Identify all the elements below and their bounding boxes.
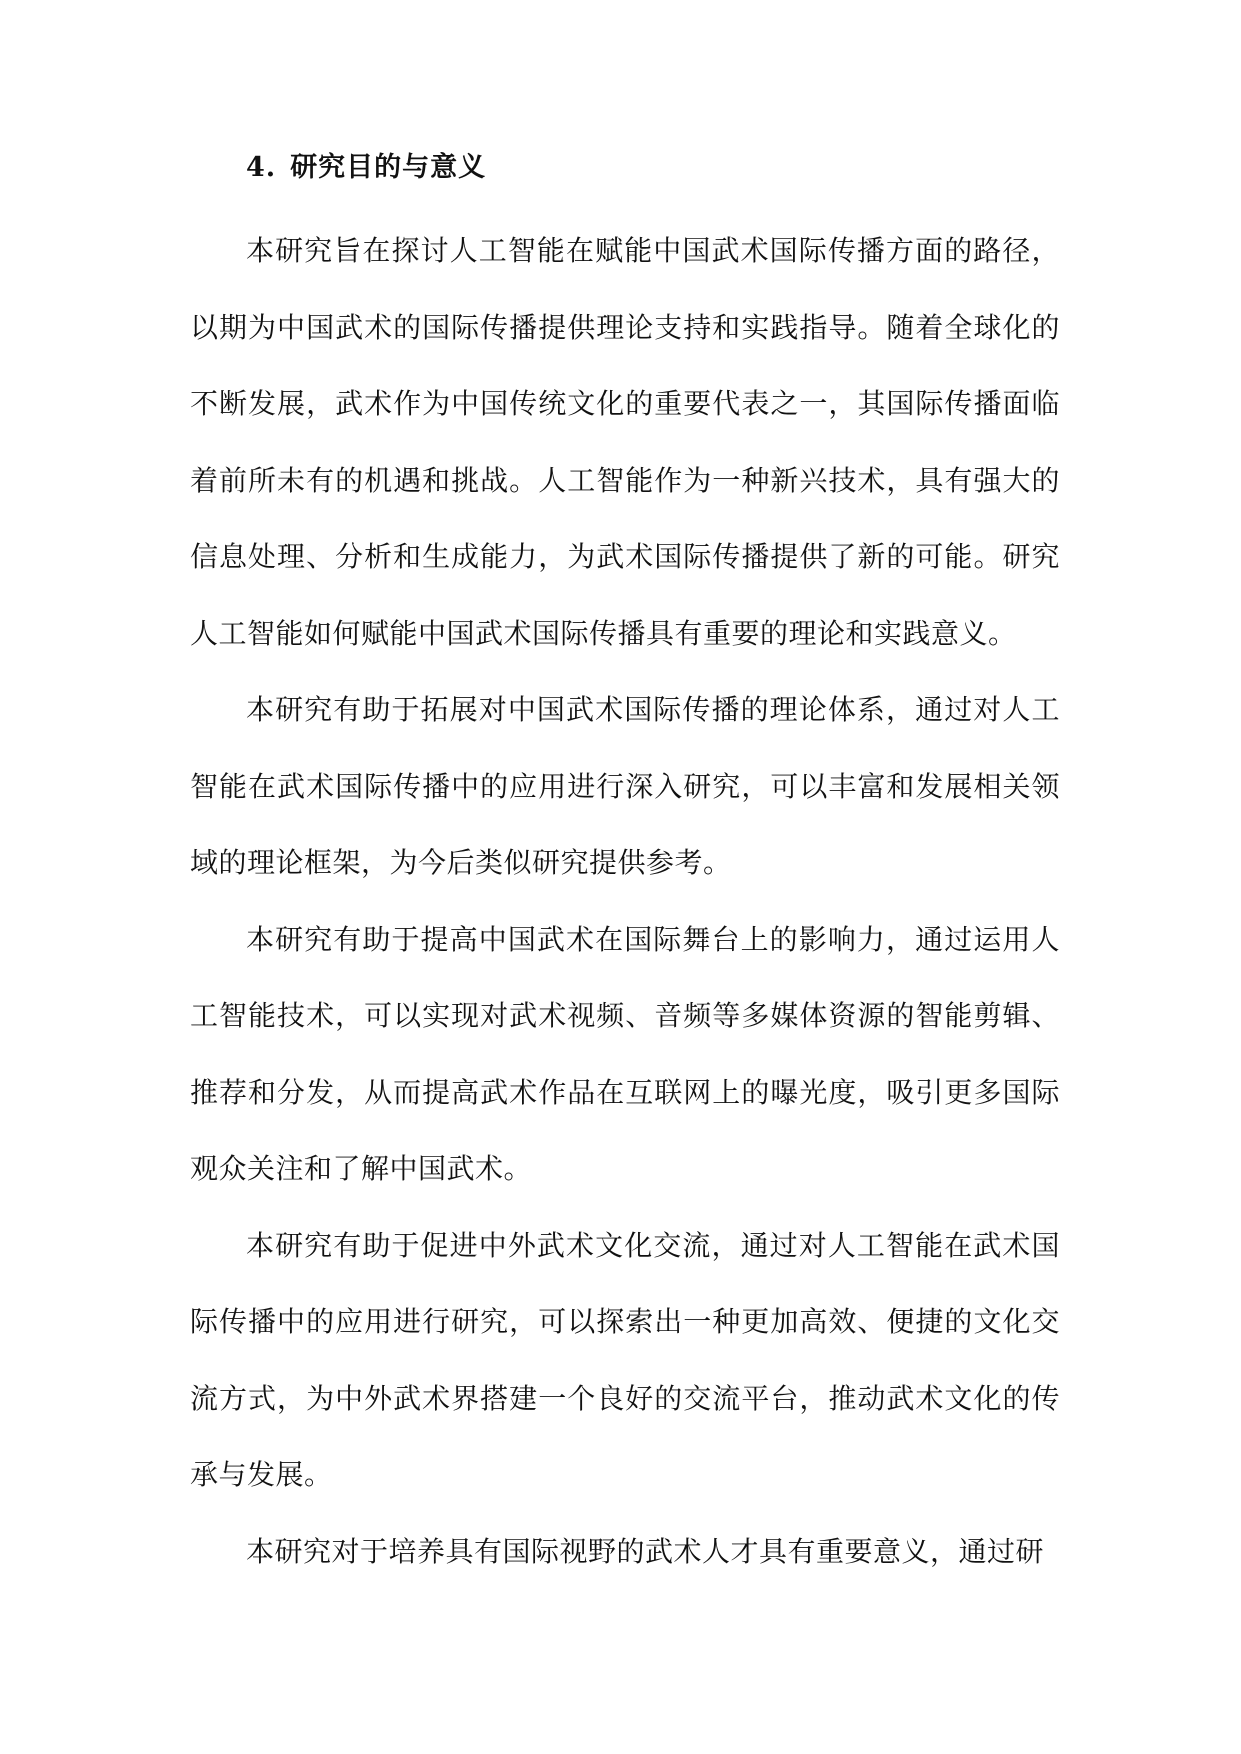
paragraph: 本研究旨在探讨人工智能在赋能中国武术国际传播方面的路径，以期为中国武术的国际传播提供理论支持和实践指导。随着全球化的不断发展，武术作为中国传统文化的重要代表之一，其国际传播面临着前所未有的机遇和挑战。人工智能作为一种新兴技术，具有强大的信息处理、分析和生成能力，为武术国际传播提供了新的可能。研究人工智能如何赋能中国武术国际传播具有重要的理论和实践意义。 xyxy=(190,234,1060,650)
section-title: 研究目的与意义 xyxy=(290,152,487,183)
section-body xyxy=(190,213,1060,1590)
paragraph: 本研究有助于拓展对中国武术国际传播的理论体系，通过对人工智能在武术国际传播中的应用进行深入研究，可以丰富和发展相关领域的理论框架，为今后类似研究提供参考。 xyxy=(190,693,1060,879)
paragraph: 本研究有助于促进中外武术文化交流，通过对人工智能在武术国际传播中的应用进行研究，可以探索出一种更加高效、便捷的文化交流方式，为中外武术界搭建一个良好的交流平台，推动武术文化的传承与发展。 xyxy=(190,1228,1060,1491)
paragraph: 本研究对于培养具有国际视野的武术人才具有重要意义，通过研 xyxy=(246,1534,1045,1568)
section-heading xyxy=(246,148,486,188)
section-number: 4. xyxy=(246,152,277,183)
paragraph: 本研究有助于提高中国武术在国际舞台上的影响力，通过运用人工智能技术，可以实现对武术视频、音频等多媒体资源的智能剪辑、推荐和分发，从而提高武术作品在互联网上的曝光度，吸引更多国际观众关注和了解中国武术。 xyxy=(190,922,1060,1185)
